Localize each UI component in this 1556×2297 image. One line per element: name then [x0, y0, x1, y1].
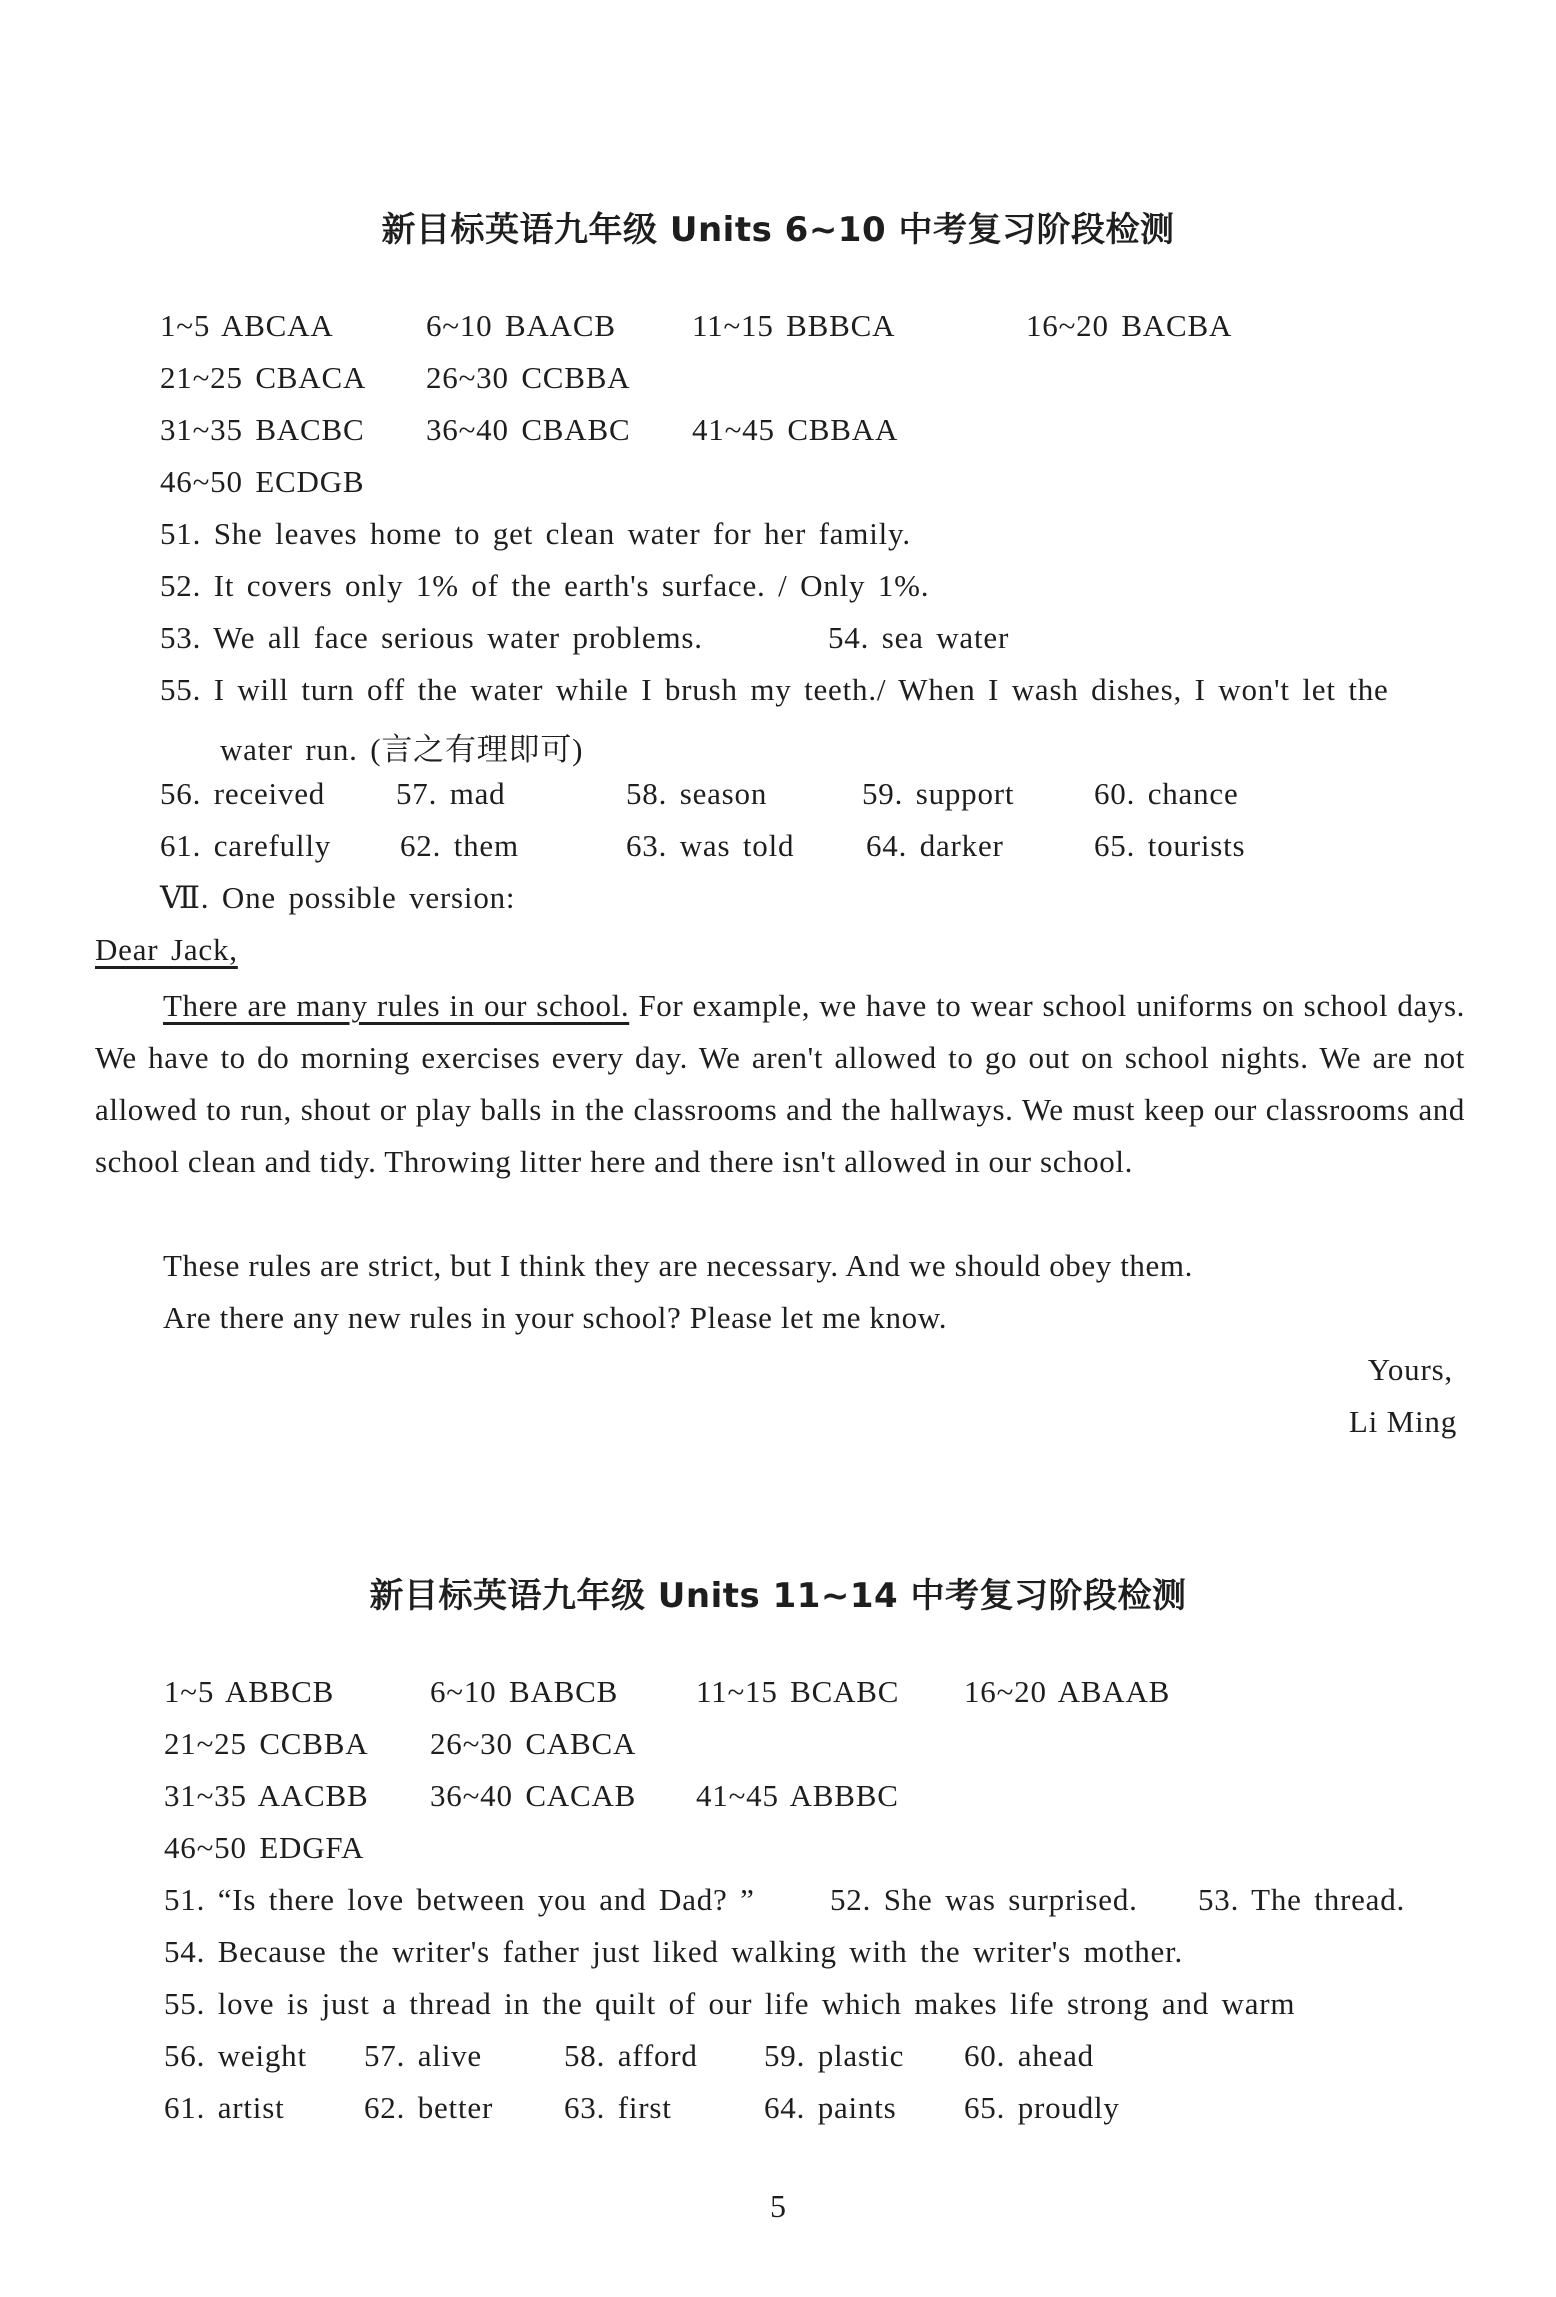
mc-answer: 31~35 BACBC	[160, 412, 365, 447]
answer-line: water run. (言之有理即可)	[220, 732, 584, 767]
word-answer: 64. paints	[764, 2090, 897, 2125]
answer-52: 52. She was surprised.	[830, 1882, 1138, 1917]
word-answer: 61. carefully	[160, 828, 332, 863]
letter-topic-sentence: There are many rules in our school.	[163, 988, 630, 1023]
mc-answer: 21~25 CBACA	[160, 360, 367, 395]
mc-answer: 26~30 CCBBA	[426, 360, 631, 395]
word-answer: 58. season	[626, 776, 768, 811]
word-answer: 65. proudly	[964, 2090, 1120, 2125]
section1-title: 新目标英语九年级 Units 6~10 中考复习阶段检测	[381, 210, 1175, 250]
mc-answer: 6~10 BABCB	[430, 1674, 619, 1709]
letter-closing: Yours,	[1367, 1352, 1453, 1387]
mc-answer: 21~25 CCBBA	[164, 1726, 369, 1761]
word-answer: 57. alive	[364, 2038, 482, 2073]
mc-answer: 31~35 AACBB	[164, 1778, 369, 1813]
page-number: 5	[770, 2188, 786, 2224]
answer-54: 54. sea water	[828, 620, 1010, 655]
letter-paragraph-2: These rules are strict, but I think they are necessary. And we should obey them.	[163, 1248, 1193, 1283]
mc-answer: 41~45 CBBAA	[692, 412, 899, 447]
answer-line: 54. Because the writer's father just liked walking with the writer's mother.	[164, 1934, 1184, 1969]
mc-answer: 6~10 BAACB	[426, 308, 616, 343]
word-answer: 63. was told	[626, 828, 795, 863]
word-answer: 56. received	[160, 776, 326, 811]
word-answer: 62. them	[400, 828, 519, 863]
mc-answer: 11~15 BBBCA	[692, 308, 896, 343]
mc-answer: 1~5 ABCAA	[160, 308, 334, 343]
answer-line: 55. love is just a thread in the quilt of our life which makes life strong and warm	[164, 1986, 1296, 2021]
word-answer: 60. ahead	[964, 2038, 1094, 2073]
letter-paragraph-1-body: For example, we have to wear school uniforms on school days. We have to do morning exercises every day. We aren't allowed to go out on school nights. We are not allowed to run, shout or play balls in the classrooms and the hallways. We must keep our classrooms and school clean and tidy. Throwing litter here and there isn't allowed in our school.	[95, 988, 1466, 1179]
mc-answer: 26~30 CABCA	[430, 1726, 637, 1761]
word-answer: 64. darker	[866, 828, 1004, 863]
section2-title: 新目标英语九年级 Units 11~14 中考复习阶段检测	[369, 1576, 1187, 1616]
answer-line: 55. I will turn off the water while I brush my teeth./ When I wash dishes, I won't let the	[160, 672, 1389, 707]
mc-answer: 46~50 ECDGB	[160, 464, 365, 499]
writing-label: Ⅶ. One possible version:	[160, 880, 516, 915]
mc-answer: 46~50 EDGFA	[164, 1830, 365, 1865]
word-answer: 63. first	[564, 2090, 672, 2125]
mc-answer: 16~20 ABAAB	[964, 1674, 1171, 1709]
word-answer: 61. artist	[164, 2090, 285, 2125]
answer-51: 51. “Is there love between you and Dad? ”	[164, 1882, 755, 1917]
mc-answer: 36~40 CBABC	[426, 412, 631, 447]
answer-line: 52. It covers only 1% of the earth's surface. / Only 1%.	[160, 568, 930, 603]
word-answer: 56. weight	[164, 2038, 307, 2073]
word-answer: 58. afford	[564, 2038, 698, 2073]
word-answer: 60. chance	[1094, 776, 1239, 811]
mc-answer: 36~40 CACAB	[430, 1778, 637, 1813]
letter-paragraph-1	[95, 980, 1465, 1188]
mc-answer: 1~5 ABBCB	[164, 1674, 335, 1709]
mc-answer: 11~15 BCABC	[696, 1674, 900, 1709]
word-answer: 59. support	[862, 776, 1015, 811]
word-answer: 65. tourists	[1094, 828, 1246, 863]
answer-line: 51. She leaves home to get clean water for her family.	[160, 516, 911, 551]
answer-53: 53. We all face serious water problems.	[160, 620, 703, 655]
letter-signature: Li Ming	[1348, 1404, 1457, 1439]
letter-paragraph-3: Are there any new rules in your school? Please let me know.	[163, 1300, 948, 1335]
answer-53: 53. The thread.	[1198, 1882, 1406, 1917]
word-answer: 62. better	[364, 2090, 494, 2125]
mc-answer: 16~20 BACBA	[1026, 308, 1233, 343]
word-answer: 59. plastic	[764, 2038, 905, 2073]
mc-answer: 41~45 ABBBC	[696, 1778, 899, 1813]
word-answer: 57. mad	[396, 776, 506, 811]
letter-salutation: Dear Jack,	[95, 932, 238, 967]
